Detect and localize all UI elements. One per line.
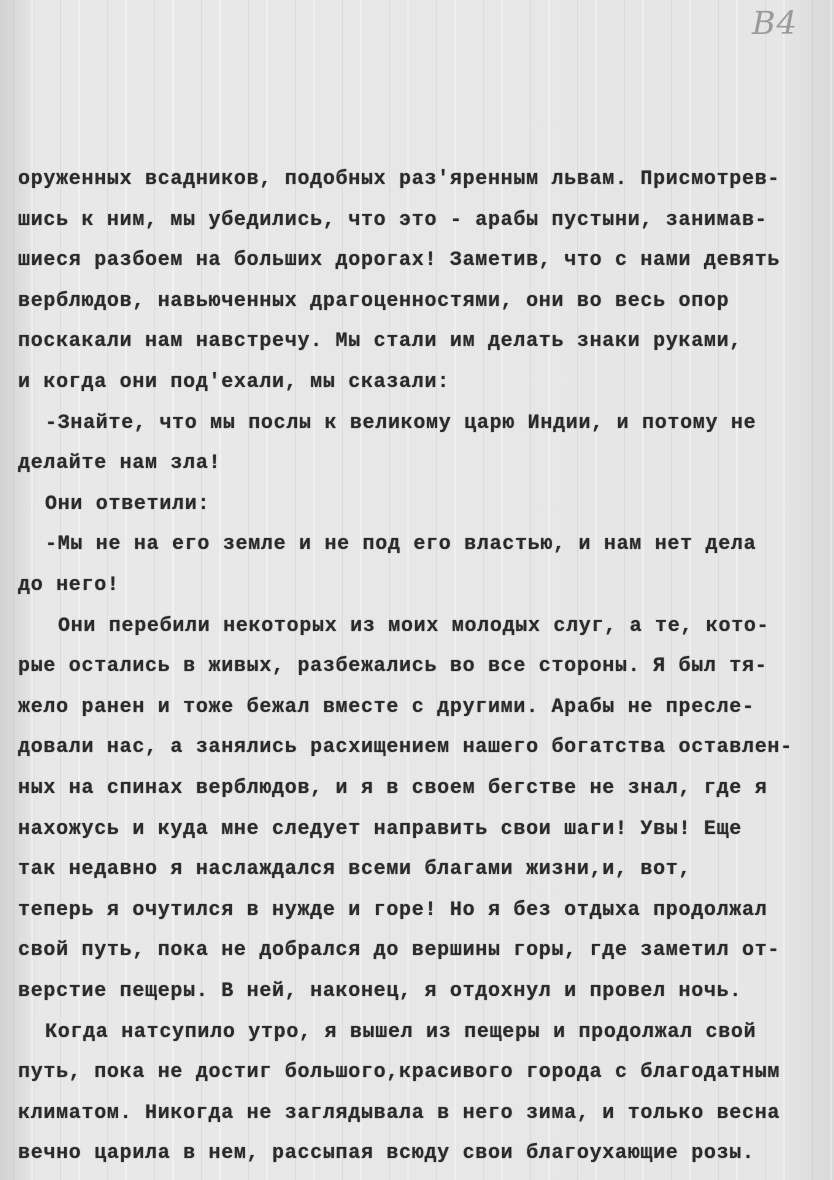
text-line: шиеся разбоем на больших дорогах! Заметив, что с нами девять bbox=[18, 249, 781, 273]
text-line: до него! bbox=[18, 574, 120, 597]
text-line: Когда натсупило утро, я вышел из пещеры и продолжал свой bbox=[45, 1020, 757, 1044]
text-line: шись к ним, мы убедились, что это - арабы пустыни, занимав- bbox=[18, 208, 768, 232]
text-line: делайте нам зла! bbox=[18, 452, 222, 476]
text-line: путь, пока не достиг большого,красивого города с благодатным bbox=[18, 1061, 781, 1085]
text-line: свой путь, пока не добрался до вершины горы, где заметил от- bbox=[18, 939, 781, 963]
text-line: так недавно я наслаждался всеми благами жизни,и, вот, bbox=[18, 858, 692, 882]
text-line: климатом. Никогда не заглядывала в него зима, и только весна bbox=[18, 1101, 781, 1125]
text-line: верстие пещеры. В ней, наконец, я отдохнул и провел ночь. bbox=[18, 980, 743, 1003]
text-line: ных на спинах верблюдов, и я в своем бегстве не знал, где я bbox=[18, 777, 768, 800]
text-line: жело ранен и тоже бежал вместе с другими. Арабы не пресле- bbox=[18, 695, 755, 719]
text-line: Они перебили некоторых из моих молодых слуг, а те, кото- bbox=[58, 614, 770, 638]
text-line: теперь я очутился в нужде и горе! Но я без отдыха продолжал bbox=[18, 898, 768, 922]
text-line: поскакали нам навстречу. Мы стали им делать знаки руками, bbox=[18, 330, 743, 354]
text-line: и когда они под'ехали, мы сказали: bbox=[18, 371, 450, 394]
text-line: Они ответили: bbox=[45, 492, 211, 516]
text-line: вечно царила в нем, рассыпая всюду свои благоухающие розы. bbox=[18, 1142, 755, 1166]
handwritten-page-number: В4 bbox=[752, 4, 798, 42]
text-line: нахожусь и куда мне следует направить свои шаги! Увы! Еще bbox=[18, 817, 743, 841]
text-line: -Знайте, что мы послы к великому царю Индии, и потому не bbox=[45, 411, 757, 435]
text-line: верблюдов, навьюченных драгоценностями, они во весь опор bbox=[18, 289, 730, 313]
text-line: довали нас, а занялись расхищением нашего богатства оставлен- bbox=[18, 736, 793, 760]
text-line: оруженных всадников, подобных раз'яренным львам. Присмотрев- bbox=[18, 168, 781, 191]
text-line: рые остались в живых, разбежались во все стороны. Я был тя- bbox=[18, 655, 768, 679]
text-line: -Мы не на его земле и не под его властью, и нам нет дела bbox=[45, 533, 757, 557]
